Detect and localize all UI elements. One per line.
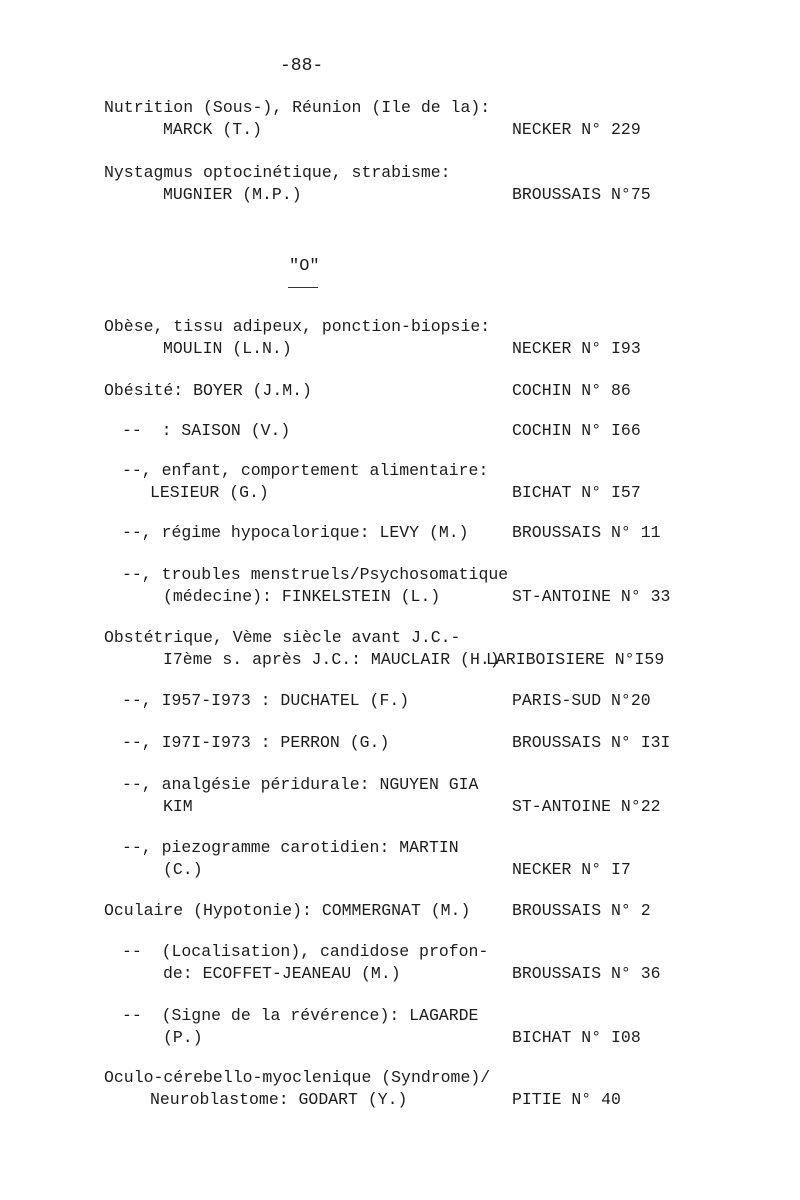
entry-1-ref: BROUSSAIS N°75 <box>512 185 651 204</box>
entry-4-line-0: -- : SAISON (V.) <box>122 421 291 440</box>
entry-8-line-1: I7ème s. après J.C.: MAUCLAIR (H.) <box>163 650 500 669</box>
section-letter: "O" <box>289 257 320 276</box>
entry-11-line-1: KIM <box>163 797 193 816</box>
entry-0-ref: NECKER N° 229 <box>512 120 641 139</box>
entry-0-line-0: Nutrition (Sous-), Réunion (Ile de la): <box>104 98 491 117</box>
entry-7-ref: ST-ANTOINE N° 33 <box>512 587 671 606</box>
entry-4-ref: COCHIN N° I66 <box>512 421 641 440</box>
entry-10-line-0: --, I97I-I973 : PERRON (G.) <box>122 733 390 752</box>
entry-13-ref: BROUSSAIS N° 2 <box>512 901 651 920</box>
entry-8-ref: LARIBOISIERE N°I59 <box>486 650 665 669</box>
entry-1-line-0: Nystagmus optocinétique, strabisme: <box>104 163 451 182</box>
entry-16-ref: PITIE N° 40 <box>512 1090 621 1109</box>
entry-6-ref: BROUSSAIS N° 11 <box>512 523 661 542</box>
entry-5-line-0: --, enfant, comportement alimentaire: <box>122 461 489 480</box>
entry-1-line-1: MUGNIER (M.P.) <box>163 185 302 204</box>
entry-3-line-0: Obésité: BOYER (J.M.) <box>104 381 312 400</box>
entry-11-ref: ST-ANTOINE N°22 <box>512 797 661 816</box>
entry-15-line-1: (P.) <box>163 1028 203 1047</box>
entry-12-line-0: --, piezogramme carotidien: MARTIN <box>122 838 459 857</box>
entry-13-line-0: Oculaire (Hypotonie): COMMERGNAT (M.) <box>104 901 471 920</box>
entry-10-ref: BROUSSAIS N° I3I <box>512 733 671 752</box>
entry-11-line-0: --, analgésie péridurale: NGUYEN GIA <box>122 775 479 794</box>
entry-2-line-0: Obèse, tissu adipeux, ponction-biopsie: <box>104 317 491 336</box>
entry-14-line-1: de: ECOFFET-JEANEAU (M.) <box>163 964 401 983</box>
entry-9-ref: PARIS-SUD N°20 <box>512 691 651 710</box>
entry-5-line-1: LESIEUR (G.) <box>150 483 269 502</box>
entry-6-line-0: --, régime hypocalorique: LEVY (M.) <box>122 523 469 542</box>
entry-9-line-0: --, I957-I973 : DUCHATEL (F.) <box>122 691 410 710</box>
entry-7-line-0: --, troubles menstruels/Psychosomatique <box>122 565 509 584</box>
entry-2-ref: NECKER N° I93 <box>512 339 641 358</box>
entry-2-line-1: MOULIN (L.N.) <box>163 339 292 358</box>
entry-16-line-0: Oculo-cérebello-myoclenique (Syndrome)/ <box>104 1068 491 1087</box>
entry-12-ref: NECKER N° I7 <box>512 860 631 879</box>
entry-5-ref: BICHAT N° I57 <box>512 483 641 502</box>
section-underline <box>288 287 318 288</box>
entry-15-ref: BICHAT N° I08 <box>512 1028 641 1047</box>
entry-16-line-1: Neuroblastome: GODART (Y.) <box>150 1090 408 1109</box>
page-number: -88- <box>280 56 324 76</box>
entry-12-line-1: (C.) <box>163 860 203 879</box>
entry-15-line-0: -- (Signe de la révérence): LAGARDE <box>122 1006 479 1025</box>
entry-14-ref: BROUSSAIS N° 36 <box>512 964 661 983</box>
entry-14-line-0: -- (Localisation), candidose profon- <box>122 942 489 961</box>
entry-3-ref: COCHIN N° 86 <box>512 381 631 400</box>
entry-0-line-1: MARCK (T.) <box>163 120 263 139</box>
entry-7-line-1: (médecine): FINKELSTEIN (L.) <box>163 587 441 606</box>
entry-8-line-0: Obstétrique, Vème siècle avant J.C.- <box>104 628 461 647</box>
